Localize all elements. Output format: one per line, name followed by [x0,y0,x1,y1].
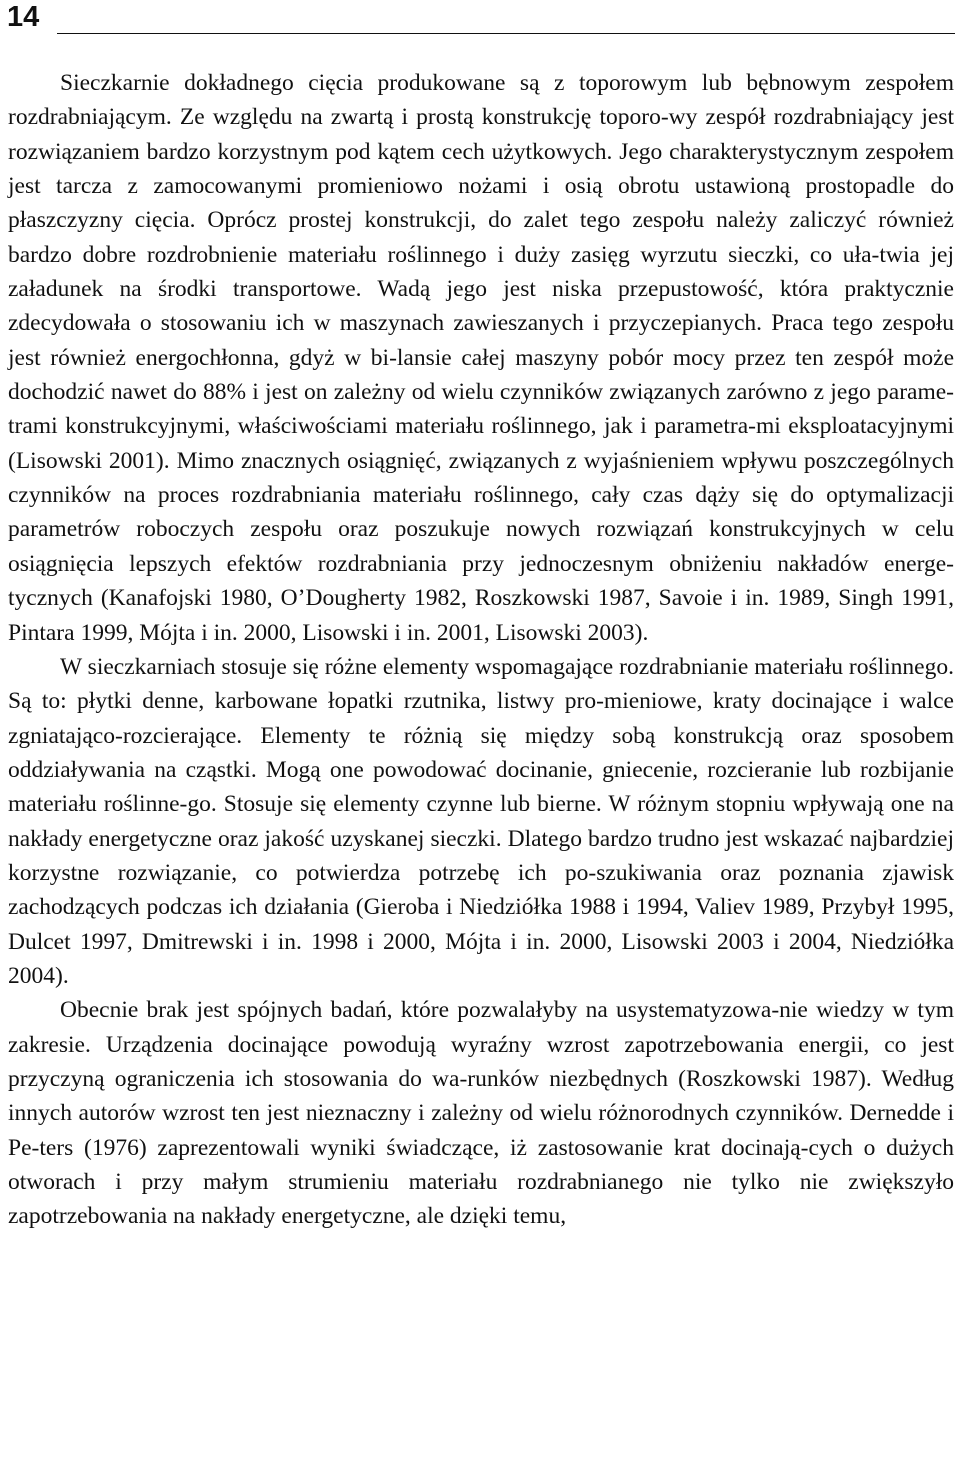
paragraph-2: W sieczkarniach stosuje się różne elementy wspomagające rozdrabnianie materiału roślinnego. Są to: płytki denne, karbowane łopatki rzutnika, listwy pro-mieniowe, kraty docinające i walce zgniatająco-rozcierające. Elementy te różnią się między sobą konstrukcją oraz sposobem oddziaływania na cząstki. Mogą one powodować docinanie, gniecenie, rozcieranie lub rozbijanie materiału roślinne-go. Stosuje się elementy czynne lub bierne. W różnym stopniu wpływają one na nakłady energetyczne oraz jakość uzyskanej sieczki. Dlatego bardzo trudno jest wskazać najbardziej korzystne rozwiązanie, co potwierdza potrzebę ich po-szukiwania oraz poznania zjawisk zachodzących podczas ich działania (Gieroba i Niedziółka 1988 i 1994, Valiev 1989, Przybył 1995, Dulcet 1997, Dmitrewski i in. 1998 i 2000, Mójta i in. 2000, Lisowski 2003 i 2004, Niedziółka 2004). [8,653,954,989]
page-number: 14 [7,1,40,33]
paragraph-1: Sieczkarnie dokładnego cięcia produkowane są z toporowym lub bębnowym zespołem rozdrabniającym. Ze względu na zwartą i prostą konstrukcję toporo-wy zespół rozdrabniający jest rozwiązaniem bardzo korzystnym pod kątem cech użytkowych. Jego charakterystycznym zespołem jest tarcza z zamocowanymi promieniowo nożami i osią obrotu ustawioną prostopadle do płaszczyzny cięcia. Oprócz prostej konstrukcji, do zalet tego zespołu należy zaliczyć również bardzo dobre rozdrobnienie materiału roślinnego i duży zasięg wyrzutu sieczki, co uła-twia jej załadunek na środki transportowe. Wadą jego jest niska przepustowość, która praktycznie zdecydowała o stosowaniu ich w maszynach zawieszanych i przyczepianych. Praca tego zespołu jest również energochłonna, gdyż w bi-lansie całej maszyny pobór mocy przez ten zespół może dochodzić nawet do 88% i jest on zależny od wielu czynników związanych zarówno z jego parame-trami konstrukcyjnymi, właściwościami materiału roślinnego, jak i parametra-mi eksploatacyjnymi (Lisowski 2001). Mimo znacznych osiągnięć, związanych z wyjaśnieniem wpływu poszczególnych czynników na proces rozdrabniania materiału roślinnego, cały czas dąży się do optymalizacji parametrów roboczych zespołu oraz poszukuje nowych rozwiązań konstrukcyjnych w celu osiągnięcia lepszych efektów rozdrabniania przy jednoczesnym obniżeniu nakładów energe-tycznych (Kanafojski 1980, O’Dougherty 1982, Roszkowski 1987, Savoie i in. 1989, Singh 1991, Pintara 1999, Mójta i in. 2000, Lisowski i in. 2001, Lisowski 2003). [8,70,954,646]
page-header [0,0,960,40]
paragraph-3: Obecnie brak jest spójnych badań, które pozwalałyby na usystematyzowa-nie wiedzy w tym zakresie. Urządzenia docinające powodują wyraźny wzrost zapotrzebowania energii, co jest przyczyną ograniczenia ich stosowania do wa-runków niezbędnych (Roszkowski 1987). Według innych autorów wzrost ten jest nieznaczny i zależny od wielu różnorodnych czynników. Dernedde i Pe-ters (1976) zaprezentowali wyniki świadczące, iż zastosowanie krat docinają-cych o dużych otworach i przy małym strumieniu materiału rozdrabnianego nie tylko nie zwiększyło zapotrzebowania na nakłady energetyczne, ale dzięki temu, [8,997,954,1230]
header-rule [57,33,955,34]
body-text [8,66,954,1234]
